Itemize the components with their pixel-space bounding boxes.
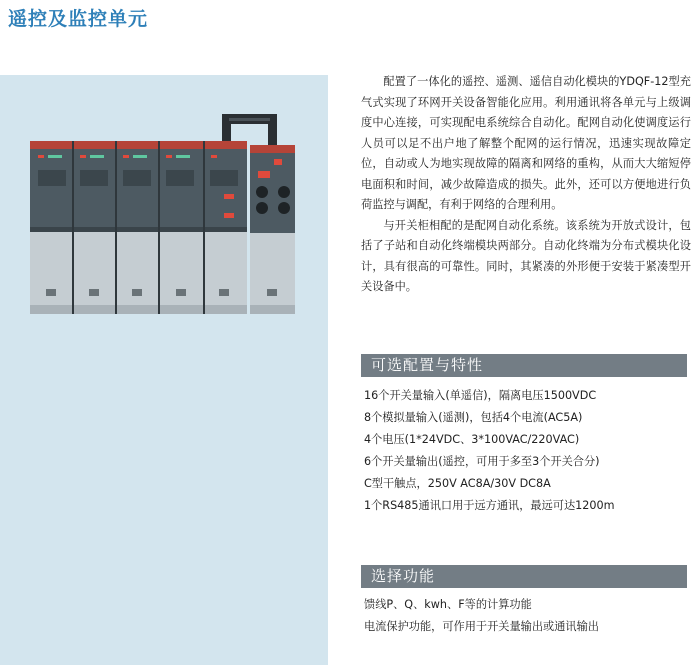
options-list xyxy=(364,385,694,517)
list-item: 8个模拟量输入(遥测)，包括4个电流(AC5A) xyxy=(364,411,583,424)
product-photo-panel xyxy=(0,75,328,665)
list-item: 16个开关量输入(单遥信)，隔离电压1500VDC xyxy=(364,389,597,402)
list-item: C型干触点，250V AC8A/30V DC8A xyxy=(364,477,551,490)
page-title: 遥控及监控单元 xyxy=(8,8,149,30)
intro-paragraph: 与开关柜相配的是配网自动化系统。该系统为开放式设计，包括了子站和自动化终端模块两部分。自动化终端为分布式模块化设计，具有很高的可靠性。同时，其紧凑的外形便于安装于紧凑型开关设备中。 xyxy=(361,218,691,293)
section-header-functions: 选择功能 xyxy=(361,565,687,588)
list-item: 1个RS485通讯口用于远方通讯，最远可达1200m xyxy=(364,499,615,512)
intro-paragraph: 配置了一体化的遥控、遥测、遥信自动化模块的YDQF-12型充气式实现了环网开关设备智能化应用。利用通讯将各单元与上级调度中心连接，可实现配电系统综合自动化。配网自动化使调度运行人员可以足不出户地了解整个配网的运行情况，迅速实现故障定位，自动或人为地实现故障的隔离和网络的重构，从而大大缩短停电面积和时间，减少故障造成的损失。此外，还可以方便地进行负荷监控与调配，有利于网络的合理利用。 xyxy=(361,75,691,211)
list-item: 电流保护功能，可作用于开关量输出或通讯输出 xyxy=(364,620,599,633)
section-header-options: 可选配置与特性 xyxy=(361,354,687,377)
list-item: 6个开关量输出(遥控，可用于多至3个开关合分) xyxy=(364,455,600,468)
main-cabinet-bank xyxy=(30,141,247,314)
list-item: 馈线P、Q、kwh、F等的计算功能 xyxy=(364,598,532,611)
intro-text xyxy=(361,72,691,298)
functions-list xyxy=(364,594,694,638)
metering-cabinet xyxy=(250,145,295,314)
list-item: 4个电压(1*24VDC、3*100VAC/220VAC) xyxy=(364,433,580,446)
switchgear-illustration xyxy=(0,75,328,665)
